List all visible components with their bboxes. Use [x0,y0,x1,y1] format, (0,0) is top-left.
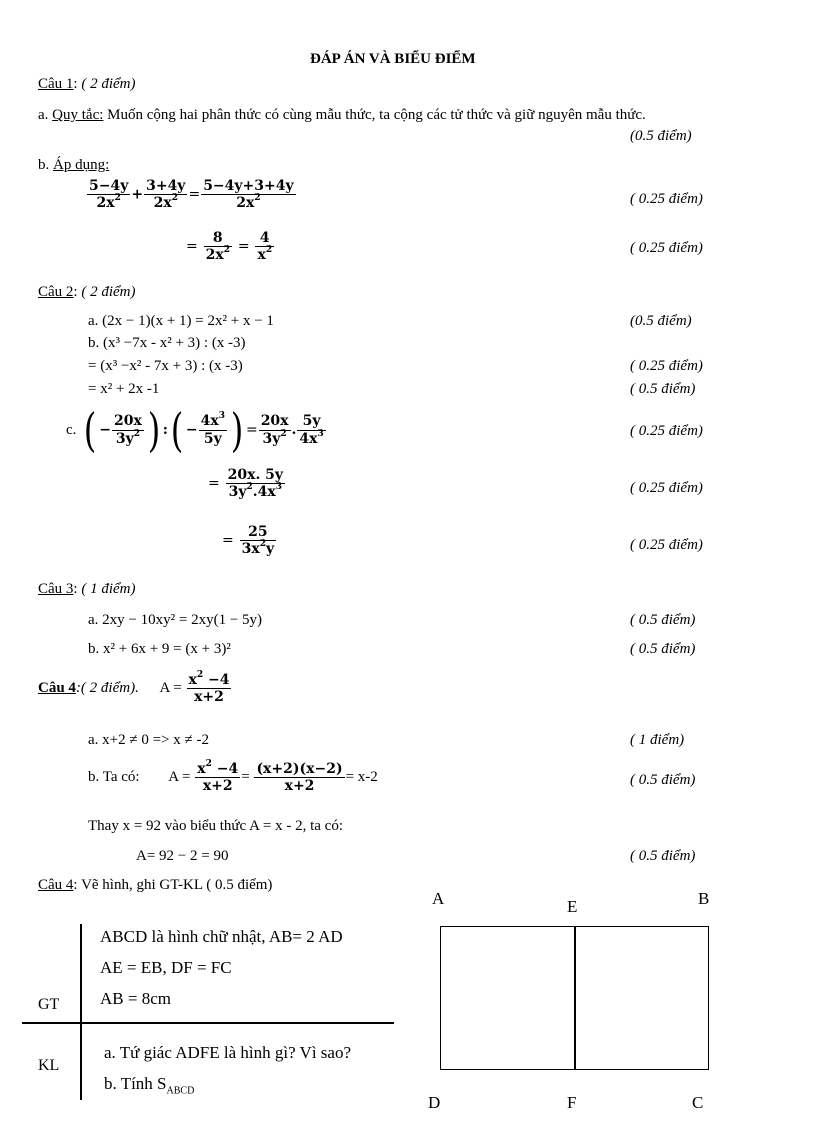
cau2-c1-points: ( 0.25 điểm) [630,423,703,439]
cau5-label: Câu 4 [38,877,74,893]
cau2-c3-points: ( 0.25 điểm) [630,537,703,553]
cau1-b-header [38,158,109,173]
exponent: 2 [196,670,204,680]
kl-line2-subscript: ABCD [166,1085,195,1097]
denominator: x+2 [202,778,233,795]
gtkl-horizontal-divider [22,1022,394,1024]
denominator: 3y [262,430,281,447]
numerator: x [197,761,206,777]
numerator: 5−4y+3+4y [203,178,294,194]
gt-line: ABCD là hình chữ nhật, AB= 2 AD [100,927,343,946]
cau4-label: Câu 4 [38,680,76,697]
numerator: 20x. 5y [227,467,284,483]
numerator: 20x [260,413,289,430]
equals-sign: = [241,769,250,786]
fraction [240,524,277,557]
numerator: 3+4y [146,178,186,194]
cau4-a: a. x+2 ≠ 0 => x ≠ -2 [88,732,209,748]
fraction [195,761,240,794]
fraction [255,230,274,263]
cau3-a: a. 2xy − 10xy² = 2xy(1 − 5y) [88,612,263,628]
page-title: ĐÁP ÁN VÀ BIỂU ĐIỂM [310,51,476,67]
equals-sign: = [237,238,250,255]
denominator: y [265,541,275,558]
numerator: 5−4y [89,178,129,194]
minus-sign: − [99,422,111,438]
cau2-label: Câu 2 [38,284,74,300]
kl-line [104,1075,194,1096]
cau2-b-line1: b. (x³ −7x - x² + 3) : (x -3) [88,335,246,351]
kl-line2-prefix: b. Tính S [104,1074,167,1093]
denominator: x [257,247,266,264]
cau4-b-expression [88,761,378,794]
divide-sign: : [162,422,168,438]
kl-line: a. Tứ giác ADFE là hình gì? Vì sao? [104,1043,352,1062]
gtkl-vertical-divider [80,924,82,1100]
exponent: 2 [205,759,212,769]
denominator: 2x [153,195,172,212]
cau1-a [38,108,646,123]
denominator: 5y [203,430,222,447]
fraction [201,178,295,211]
fraction [226,467,285,500]
cau2-header [38,285,136,300]
cau2-c2-expression [208,467,286,500]
cau2-b-line2-points: ( 0.25 điểm) [630,358,703,374]
cau1-b1-expression [86,178,297,211]
left-paren: ( [170,403,184,457]
fraction [297,413,325,446]
cau5-text: : Vẽ hình, ghi GT-KL ( 0.5 điểm) [73,877,273,893]
numerator: x [188,672,197,688]
fraction [259,413,291,446]
point-label-c: C [692,1093,704,1112]
cau2-c1-expression [66,403,327,457]
multiply-dot: . [291,422,297,438]
right-paren: ) [147,403,161,457]
kl-label: KL [38,1057,60,1074]
cau4-result-points: ( 0.5 điểm) [630,848,696,864]
fraction [144,178,187,211]
cau4-b-prefix: b. Ta có: [88,769,140,786]
cau3-label: Câu 3 [38,581,74,597]
exponent: 2 [171,193,178,204]
point-label-d: D [428,1093,441,1112]
fraction [187,672,232,705]
cau2-points: ( 2 điểm) [77,284,136,300]
cau2-c3-expression [222,524,277,557]
numerator: −4 [203,672,230,688]
cau4-b-result: = x-2 [345,769,378,786]
exponent: 2 [254,193,261,204]
plus-sign: + [131,186,144,203]
cau3-colon: : [73,581,78,597]
cau2-b-line3: = x² + 2x -1 [88,381,160,397]
gt-line: AB = 8cm [100,989,171,1008]
exponent: 2 [223,245,230,256]
cau2-a: a. (2x − 1)(x + 1) = 2x² + x − 1 [88,313,274,329]
cau5-header [38,878,272,893]
denominator: 3y [115,430,134,447]
equals-sign: = [245,422,258,438]
cau2-b-line3-points: ( 0.5 điểm) [630,381,696,397]
cau3-b: b. x² + 6x + 9 = (x + 3)² [88,641,231,657]
cau4-b-A: A = [168,769,191,786]
cau1-a-prefix: a. [38,107,53,123]
point-label-a: A [432,889,445,908]
fraction [112,413,144,446]
denominator: 3x [241,541,260,558]
exponent: 2 [246,482,253,493]
cau2-b-line2: = (x³ −x² - 7x + 3) : (x -3) [88,358,243,374]
numerator: 8 [204,230,232,247]
denominator: x+2 [284,778,315,795]
minus-sign: − [185,422,198,438]
cau2-colon: : [73,284,78,300]
cau1-a-text: Muốn cộng hai phân thức có cùng mẫu thức, ta cộng các tử thức và giữ nguyên mẫu thức. [103,107,646,123]
denominator: 2x [236,195,255,212]
cau3-b-points: ( 0.5 điểm) [630,641,696,657]
numerator: 20x [113,413,142,430]
denominator: 2x [205,247,224,264]
exponent: 2 [259,539,266,550]
exponent: 3 [218,411,225,422]
denominator: 3y [228,484,247,501]
point-label-b: B [698,889,710,908]
cau1-b-apply: Áp dụng: [53,157,110,173]
cau4-header [38,672,232,705]
gt-line: AE = EB, DF = FC [100,958,232,977]
cau3-a-points: ( 0.5 điểm) [630,612,696,628]
numerator: 5y [297,413,325,430]
numerator: 4x [200,413,219,430]
cau1-header [38,77,136,92]
segment-ef [574,926,576,1070]
exponent: 2 [265,245,273,256]
cau1-points: ( 2 điểm) [81,76,136,92]
cau4-A-eq: A = [159,680,182,697]
cau4-points: :( 2 điểm). [75,680,139,697]
cau1-b2-points: ( 0.25 điểm) [630,240,703,256]
equals-sign: = [208,475,220,492]
exponent: 3 [317,428,324,439]
fraction [87,178,130,211]
numerator: (x+2)(x−2) [256,761,343,777]
cau1-label: Câu 1 [38,76,74,92]
numerator: −4 [211,761,239,777]
cau4-a-points: ( 1 điểm) [630,732,685,748]
cau4-result: A= 92 − 2 = 90 [136,848,229,864]
cau4-b-points: ( 0.5 điểm) [630,772,696,788]
numerator: 4 [255,230,274,247]
denominator: 2x [96,195,115,212]
cau1-colon: : [73,76,78,92]
exponent: 2 [280,428,287,439]
exponent: 2 [114,193,121,204]
equals-sign: = [222,532,234,549]
cau1-b1-points: ( 0.25 điểm) [630,191,703,207]
denominator: x+2 [194,689,224,706]
fraction [204,230,232,263]
denominator: .4x [252,484,276,501]
cau2-c-prefix: c. [66,422,77,438]
right-paren: ) [230,403,244,457]
exponent: 2 [133,428,140,439]
left-paren: ( [83,403,97,457]
cau3-header [38,582,136,597]
gt-label: GT [38,996,60,1013]
equals-sign: = [188,186,201,203]
point-label-f: F [567,1093,577,1112]
cau3-points: ( 1 điểm) [77,581,136,597]
exponent: 3 [275,482,283,493]
cau1-b-prefix: b. [38,157,53,173]
cau2-c2-points: ( 0.25 điểm) [630,480,703,496]
cau4-thay: Thay x = 92 vào biểu thức A = x - 2, ta có: [88,818,343,834]
cau2-a-points: (0.5 điểm) [630,313,692,329]
denominator: 4x [299,430,318,447]
point-label-e: E [567,897,578,916]
equals-sign: = [186,238,198,255]
fraction [254,761,344,794]
cau1-a-rule: Quy tắc: [52,107,104,123]
cau1-a-points: (0.5 điểm) [630,128,692,144]
numerator: 25 [240,524,277,541]
fraction [199,413,227,446]
cau1-b2-expression [186,230,275,263]
